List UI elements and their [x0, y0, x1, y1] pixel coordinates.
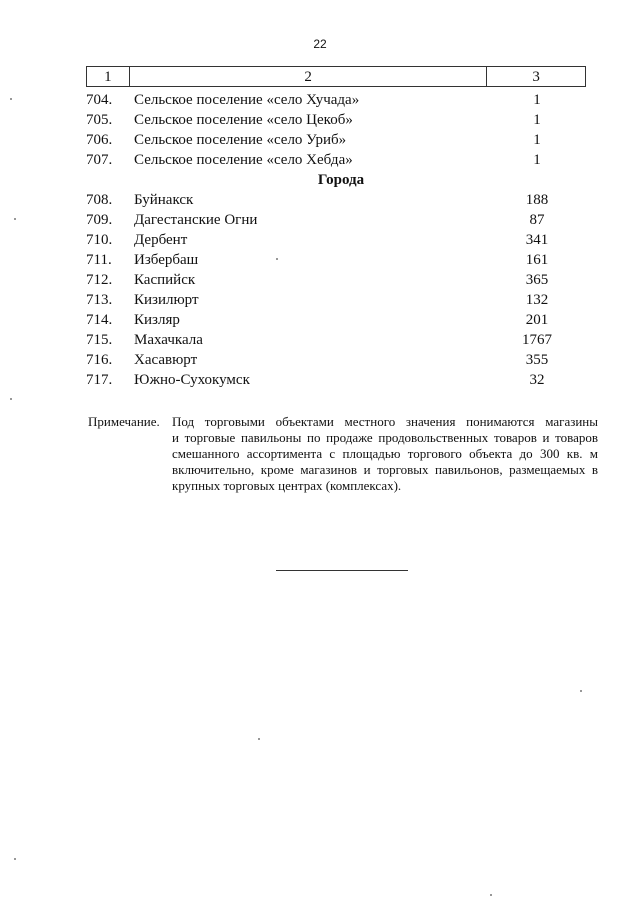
row-value: 188: [525, 192, 549, 208]
row-name: Махачкала: [134, 332, 203, 348]
table-row: [86, 90, 586, 110]
row-number: 711.: [86, 252, 112, 268]
row-name: Сельское поселение «село Цекоб»: [134, 112, 353, 128]
page-number: 22: [313, 37, 327, 51]
footnote-text: [172, 414, 640, 494]
row-number: 705.: [86, 112, 113, 128]
row-value: 355: [525, 352, 549, 368]
section-heading-cities: Города: [317, 172, 365, 188]
table-body: [86, 90, 586, 390]
table-header: [86, 66, 586, 87]
table-row: [86, 270, 586, 290]
table-row: [86, 370, 586, 390]
row-number: 708.: [86, 192, 113, 208]
table-row: [86, 230, 586, 250]
row-name: Южно-Сухокумск: [134, 372, 250, 388]
row-value: 365: [525, 272, 549, 288]
row-number: 710.: [86, 232, 113, 248]
row-number: 714.: [86, 312, 113, 328]
row-name: Буйнакск: [134, 192, 194, 208]
scan-speck: [10, 398, 12, 400]
row-value: 1: [533, 132, 541, 148]
footnote-line: и торговые павильоны по продаже продовольственных товаров и товаров: [172, 430, 598, 445]
row-value: 1: [533, 92, 541, 108]
scan-speck: [580, 690, 582, 692]
table-row: [86, 290, 586, 310]
row-name: Избербаш: [134, 252, 199, 268]
row-number: 706.: [86, 132, 113, 148]
row-name: Сельское поселение «село Хучада»: [134, 92, 360, 108]
footnote-line: смешанного ассортимента с площадью торгового объекта до 300 кв. м: [172, 446, 598, 461]
table-row: [86, 110, 586, 130]
separator-line: [276, 570, 408, 571]
row-name: Сельское поселение «село Хебда»: [134, 152, 353, 168]
footnote-line: крупных торговых центрах (комплексах).: [172, 478, 402, 493]
row-number: 712.: [86, 272, 113, 288]
row-value: 1767: [522, 332, 552, 348]
footnote-line: Под торговыми объектами местного значения понимаются магазины: [172, 414, 598, 429]
scan-speck: [276, 258, 278, 260]
row-value: 1: [533, 152, 541, 168]
row-name: Сельское поселение «село Уриб»: [134, 132, 347, 148]
column-header-2: 2: [129, 67, 487, 87]
row-name: Дербент: [134, 232, 188, 248]
row-number: 713.: [86, 292, 113, 308]
row-value: 1: [533, 112, 541, 128]
table-row: [86, 210, 586, 230]
row-value: 161: [525, 252, 549, 268]
footnote-label: Примечание.: [88, 414, 160, 429]
row-number: 704.: [86, 92, 113, 108]
row-name: Дагестанские Огни: [134, 212, 258, 228]
row-number: 707.: [86, 152, 113, 168]
table-row: [86, 310, 586, 330]
row-number: 715.: [86, 332, 113, 348]
column-header-1: 1: [87, 67, 130, 87]
row-value: 341: [525, 232, 549, 248]
scan-speck: [14, 858, 16, 860]
column-header-3: 3: [487, 67, 586, 87]
footnote-line: включительно, кроме магазинов и торговых павильонов, размещаемых в: [172, 462, 598, 477]
scan-speck: [14, 218, 16, 220]
scan-speck: [10, 98, 12, 100]
row-name: Кизилюрт: [134, 292, 199, 308]
row-value: 87: [529, 212, 545, 228]
table-row: [86, 250, 586, 270]
row-value: 32: [529, 372, 545, 388]
row-value: 201: [525, 312, 549, 328]
table-row: [86, 330, 586, 350]
row-number: 717.: [86, 372, 113, 388]
scan-speck: [490, 894, 492, 896]
row-name: Каспийск: [134, 272, 196, 288]
row-name: Кизляр: [134, 312, 180, 328]
row-number: 716.: [86, 352, 113, 368]
row-value: 132: [525, 292, 549, 308]
table-row: [86, 150, 586, 170]
row-number: 709.: [86, 212, 113, 228]
table-row: [86, 130, 586, 150]
table-row: [86, 350, 586, 370]
row-name: Хасавюрт: [134, 352, 198, 368]
table-row: [86, 190, 586, 210]
scan-speck: [258, 738, 260, 740]
